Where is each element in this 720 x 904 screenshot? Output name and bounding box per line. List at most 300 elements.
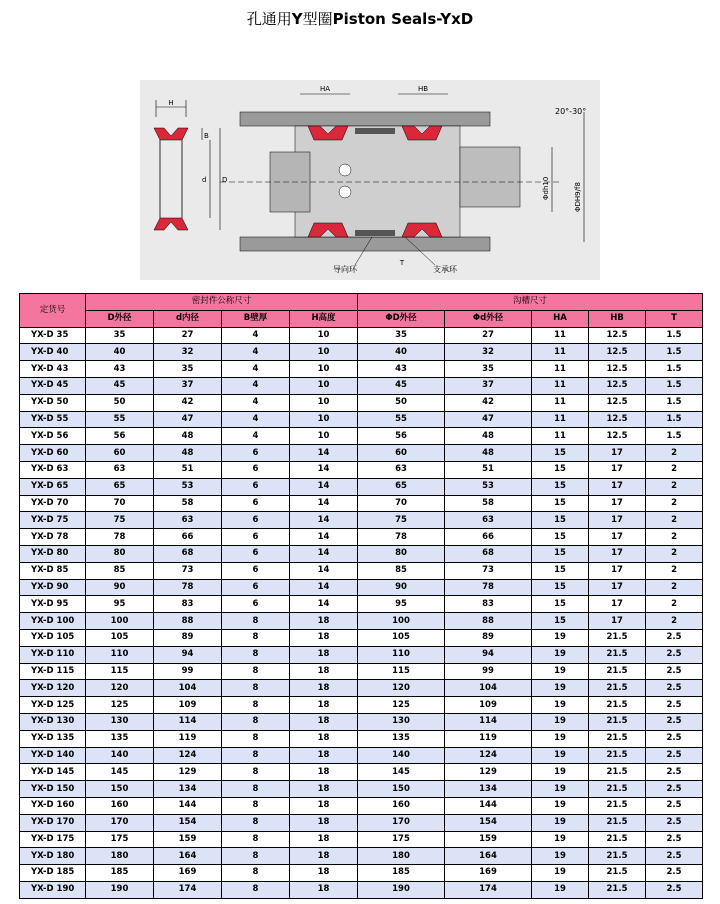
- subheader-HA: HA: [532, 310, 589, 327]
- table-cell: 100: [86, 613, 154, 630]
- table-cell: 53: [445, 478, 532, 495]
- table-cell: 48: [445, 428, 532, 445]
- table-cell: 17: [589, 512, 646, 529]
- table-cell: 70: [358, 495, 445, 512]
- table-row: [20, 865, 703, 882]
- table-cell: 15: [532, 545, 589, 562]
- table-cell: 43: [86, 361, 154, 378]
- table-cell: 1.5: [646, 411, 703, 428]
- table-cell: 55: [358, 411, 445, 428]
- cell-code: YX-D 75: [20, 512, 86, 529]
- table-cell: 18: [290, 848, 358, 865]
- table-row: [20, 579, 703, 596]
- table-cell: 78: [358, 529, 445, 546]
- table-cell: 10: [290, 428, 358, 445]
- cell-code: YX-D 160: [20, 797, 86, 814]
- table-cell: 15: [532, 478, 589, 495]
- table-cell: 17: [589, 461, 646, 478]
- table-cell: 154: [445, 814, 532, 831]
- table-cell: 35: [445, 361, 532, 378]
- table-cell: 11: [532, 327, 589, 344]
- table-cell: 135: [86, 730, 154, 747]
- table-cell: 12.5: [589, 327, 646, 344]
- table-cell: 14: [290, 562, 358, 579]
- table-cell: 99: [154, 663, 222, 680]
- table-cell: 160: [86, 797, 154, 814]
- table-cell: 83: [154, 596, 222, 613]
- table-cell: 19: [532, 831, 589, 848]
- table-cell: 185: [86, 865, 154, 882]
- table-cell: 10: [290, 377, 358, 394]
- table-row: [20, 764, 703, 781]
- subheader-B: B壁厚: [222, 310, 290, 327]
- title-y: Y: [291, 10, 303, 28]
- table-cell: 8: [222, 848, 290, 865]
- table-cell: 21.5: [589, 831, 646, 848]
- table-cell: 1.5: [646, 428, 703, 445]
- label-H: H: [168, 99, 174, 107]
- subheader-groove-d: Φd外径: [445, 310, 532, 327]
- table-cell: 63: [445, 512, 532, 529]
- table-cell: 180: [86, 848, 154, 865]
- table-cell: 12.5: [589, 411, 646, 428]
- table-cell: 56: [86, 428, 154, 445]
- table-cell: 21.5: [589, 781, 646, 798]
- table-cell: 120: [86, 680, 154, 697]
- table-cell: 164: [154, 848, 222, 865]
- table-row: [20, 394, 703, 411]
- table-cell: 169: [445, 865, 532, 882]
- table-cell: 50: [358, 394, 445, 411]
- cell-code: YX-D 120: [20, 680, 86, 697]
- table-cell: 170: [358, 814, 445, 831]
- table-cell: 19: [532, 814, 589, 831]
- subheader-d: d内径: [154, 310, 222, 327]
- label-HB: HB: [417, 85, 429, 93]
- table-cell: 12.5: [589, 344, 646, 361]
- table-cell: 174: [445, 881, 532, 898]
- table-cell: 60: [86, 445, 154, 462]
- table-cell: 6: [222, 478, 290, 495]
- table-cell: 109: [445, 697, 532, 714]
- table-cell: 15: [532, 445, 589, 462]
- table-row: [20, 327, 703, 344]
- table-cell: 1.5: [646, 327, 703, 344]
- table-cell: 11: [532, 361, 589, 378]
- table-cell: 175: [86, 831, 154, 848]
- cell-code: YX-D 190: [20, 881, 86, 898]
- table-cell: 17: [589, 613, 646, 630]
- table-cell: 95: [358, 596, 445, 613]
- table-cell: 6: [222, 495, 290, 512]
- header-seal-dimensions: 密封件公称尺寸: [86, 294, 358, 311]
- table-row: [20, 747, 703, 764]
- table-row: [20, 495, 703, 512]
- table-cell: 10: [290, 394, 358, 411]
- table-cell: 70: [86, 495, 154, 512]
- table-cell: 19: [532, 764, 589, 781]
- table-cell: 15: [532, 512, 589, 529]
- table-cell: 2.5: [646, 865, 703, 882]
- table-cell: 10: [290, 361, 358, 378]
- table-cell: 164: [445, 848, 532, 865]
- table-row: [20, 596, 703, 613]
- table-cell: 8: [222, 629, 290, 646]
- table-cell: 114: [445, 713, 532, 730]
- table-cell: 2: [646, 512, 703, 529]
- table-row: [20, 512, 703, 529]
- table-row: [20, 713, 703, 730]
- table-cell: 2.5: [646, 680, 703, 697]
- table-cell: 43: [358, 361, 445, 378]
- table-cell: 58: [154, 495, 222, 512]
- table-cell: 99: [445, 663, 532, 680]
- table-subheader-row: [20, 310, 703, 327]
- table-row: [20, 680, 703, 697]
- table-cell: 6: [222, 461, 290, 478]
- table-cell: 17: [589, 445, 646, 462]
- table-cell: 4: [222, 377, 290, 394]
- table-cell: 14: [290, 596, 358, 613]
- table-cell: 78: [445, 579, 532, 596]
- table-cell: 160: [358, 797, 445, 814]
- table-cell: 1.5: [646, 344, 703, 361]
- label-DH9: ΦDH9/f8: [574, 182, 582, 212]
- table-cell: 134: [154, 781, 222, 798]
- cell-code: YX-D 105: [20, 629, 86, 646]
- table-cell: 18: [290, 831, 358, 848]
- table-cell: 12.5: [589, 377, 646, 394]
- table-cell: 2.5: [646, 663, 703, 680]
- table-cell: 18: [290, 646, 358, 663]
- table-cell: 66: [154, 529, 222, 546]
- cell-code: YX-D 40: [20, 344, 86, 361]
- table-cell: 12.5: [589, 394, 646, 411]
- cell-code: YX-D 63: [20, 461, 86, 478]
- table-cell: 8: [222, 747, 290, 764]
- table-cell: 135: [358, 730, 445, 747]
- table-cell: 169: [154, 865, 222, 882]
- table-cell: 95: [86, 596, 154, 613]
- label-T: T: [399, 259, 405, 267]
- table-cell: 140: [86, 747, 154, 764]
- cell-code: YX-D 145: [20, 764, 86, 781]
- table-row: [20, 411, 703, 428]
- table-row: [20, 781, 703, 798]
- table-cell: 115: [86, 663, 154, 680]
- table-cell: 21.5: [589, 747, 646, 764]
- table-row: [20, 730, 703, 747]
- cell-code: YX-D 110: [20, 646, 86, 663]
- table-cell: 2: [646, 461, 703, 478]
- table-cell: 17: [589, 562, 646, 579]
- table-body: [20, 327, 703, 898]
- table-cell: 60: [358, 445, 445, 462]
- table-cell: 120: [358, 680, 445, 697]
- table-cell: 63: [86, 461, 154, 478]
- label-D: D: [222, 176, 228, 184]
- table-cell: 19: [532, 881, 589, 898]
- cell-code: YX-D 60: [20, 445, 86, 462]
- table-cell: 75: [86, 512, 154, 529]
- table-cell: 12.5: [589, 428, 646, 445]
- subheader-D: D外径: [86, 310, 154, 327]
- table-cell: 144: [154, 797, 222, 814]
- table-cell: 15: [532, 461, 589, 478]
- table-cell: 51: [154, 461, 222, 478]
- cell-code: YX-D 78: [20, 529, 86, 546]
- table-cell: 37: [445, 377, 532, 394]
- table-cell: 17: [589, 529, 646, 546]
- table-cell: 15: [532, 579, 589, 596]
- table-cell: 4: [222, 344, 290, 361]
- table-cell: 15: [532, 562, 589, 579]
- table-cell: 73: [154, 562, 222, 579]
- table-cell: 4: [222, 394, 290, 411]
- table-cell: 35: [358, 327, 445, 344]
- table-cell: 37: [154, 377, 222, 394]
- table-cell: 8: [222, 881, 290, 898]
- table-cell: 11: [532, 411, 589, 428]
- table-cell: 4: [222, 327, 290, 344]
- table-cell: 47: [445, 411, 532, 428]
- table-cell: 185: [358, 865, 445, 882]
- table-cell: 75: [358, 512, 445, 529]
- table-cell: 21.5: [589, 646, 646, 663]
- table-cell: 159: [154, 831, 222, 848]
- subheader-HB: HB: [589, 310, 646, 327]
- table-row: [20, 814, 703, 831]
- table-cell: 115: [358, 663, 445, 680]
- table-cell: 14: [290, 445, 358, 462]
- table-cell: 2.5: [646, 697, 703, 714]
- table-cell: 144: [445, 797, 532, 814]
- table-cell: 88: [154, 613, 222, 630]
- table-cell: 21.5: [589, 814, 646, 831]
- table-cell: 6: [222, 512, 290, 529]
- table-cell: 45: [86, 377, 154, 394]
- table-cell: 8: [222, 713, 290, 730]
- table-cell: 17: [589, 478, 646, 495]
- cell-code: YX-D 150: [20, 781, 86, 798]
- table-cell: 80: [86, 545, 154, 562]
- table-cell: 8: [222, 680, 290, 697]
- title-cn2: 型圈: [302, 10, 333, 28]
- table-row: [20, 848, 703, 865]
- table-row: [20, 831, 703, 848]
- table-cell: 42: [154, 394, 222, 411]
- table-cell: 21.5: [589, 663, 646, 680]
- table-cell: 8: [222, 730, 290, 747]
- table-cell: 2: [646, 579, 703, 596]
- table-cell: 2.5: [646, 881, 703, 898]
- table-cell: 6: [222, 529, 290, 546]
- table-cell: 50: [86, 394, 154, 411]
- table-cell: 2.5: [646, 797, 703, 814]
- seal-diagram: [140, 72, 600, 282]
- label-HA: HA: [319, 85, 331, 93]
- table-cell: 8: [222, 697, 290, 714]
- table-cell: 15: [532, 613, 589, 630]
- table-cell: 89: [154, 629, 222, 646]
- cell-code: YX-D 85: [20, 562, 86, 579]
- table-cell: 2: [646, 596, 703, 613]
- table-row: [20, 697, 703, 714]
- cell-code: YX-D 140: [20, 747, 86, 764]
- table-cell: 18: [290, 797, 358, 814]
- table-cell: 145: [358, 764, 445, 781]
- table-cell: 55: [86, 411, 154, 428]
- header-groove-dimensions: 沟槽尺寸: [358, 294, 703, 311]
- table-cell: 21.5: [589, 865, 646, 882]
- table-cell: 2.5: [646, 814, 703, 831]
- table-cell: 14: [290, 478, 358, 495]
- table-cell: 73: [445, 562, 532, 579]
- table-cell: 90: [358, 579, 445, 596]
- table-cell: 83: [445, 596, 532, 613]
- label-angle: 20°-30°: [555, 107, 587, 116]
- table-cell: 2: [646, 613, 703, 630]
- table-cell: 8: [222, 764, 290, 781]
- table-row: [20, 663, 703, 680]
- table-cell: 4: [222, 361, 290, 378]
- table-row: [20, 344, 703, 361]
- table-cell: 2: [646, 545, 703, 562]
- table-cell: 48: [154, 445, 222, 462]
- table-cell: 78: [154, 579, 222, 596]
- table-cell: 18: [290, 629, 358, 646]
- table-cell: 19: [532, 713, 589, 730]
- table-cell: 17: [589, 596, 646, 613]
- table-cell: 88: [445, 613, 532, 630]
- table-cell: 15: [532, 596, 589, 613]
- cell-code: YX-D 180: [20, 848, 86, 865]
- table-cell: 124: [445, 747, 532, 764]
- table-row: [20, 445, 703, 462]
- table-cell: 104: [445, 680, 532, 697]
- table-cell: 109: [154, 697, 222, 714]
- table-cell: 17: [589, 495, 646, 512]
- title-en: Piston Seals-YxD: [332, 10, 474, 28]
- cell-code: YX-D 35: [20, 327, 86, 344]
- table-cell: 19: [532, 697, 589, 714]
- table-cell: 12.5: [589, 361, 646, 378]
- table-cell: 47: [154, 411, 222, 428]
- table-cell: 8: [222, 613, 290, 630]
- label-d: d: [202, 176, 207, 184]
- table-cell: 19: [532, 848, 589, 865]
- table-cell: 2.5: [646, 646, 703, 663]
- table-cell: 21.5: [589, 680, 646, 697]
- table-cell: 63: [154, 512, 222, 529]
- table-cell: 2.5: [646, 713, 703, 730]
- table-row: [20, 646, 703, 663]
- table-row: [20, 428, 703, 445]
- table-cell: 35: [154, 361, 222, 378]
- subheader-H: H高度: [290, 310, 358, 327]
- table-cell: 2.5: [646, 730, 703, 747]
- label-support-ring: 支承环: [433, 265, 457, 274]
- table-cell: 45: [358, 377, 445, 394]
- table-row: [20, 797, 703, 814]
- table-cell: 21.5: [589, 848, 646, 865]
- table-cell: 134: [445, 781, 532, 798]
- cell-code: YX-D 115: [20, 663, 86, 680]
- cell-code: YX-D 55: [20, 411, 86, 428]
- table-cell: 14: [290, 512, 358, 529]
- spec-table: [19, 293, 703, 899]
- table-cell: 19: [532, 865, 589, 882]
- table-cell: 170: [86, 814, 154, 831]
- table-cell: 21.5: [589, 713, 646, 730]
- table-cell: 10: [290, 411, 358, 428]
- table-cell: 6: [222, 445, 290, 462]
- table-cell: 89: [445, 629, 532, 646]
- table-cell: 18: [290, 881, 358, 898]
- table-row: [20, 478, 703, 495]
- table-cell: 6: [222, 545, 290, 562]
- table-cell: 2.5: [646, 781, 703, 798]
- label-guide-ring: 导向环: [333, 265, 357, 274]
- table-cell: 65: [86, 478, 154, 495]
- table-cell: 78: [86, 529, 154, 546]
- table-row: [20, 377, 703, 394]
- table-cell: 2.5: [646, 848, 703, 865]
- table-cell: 14: [290, 495, 358, 512]
- table-cell: 105: [86, 629, 154, 646]
- table-cell: 6: [222, 579, 290, 596]
- table-cell: 174: [154, 881, 222, 898]
- table-cell: 40: [86, 344, 154, 361]
- table-cell: 65: [358, 478, 445, 495]
- table-header-row: [20, 294, 703, 311]
- table-cell: 2: [646, 562, 703, 579]
- table-cell: 32: [154, 344, 222, 361]
- table-cell: 180: [358, 848, 445, 865]
- table-cell: 145: [86, 764, 154, 781]
- label-dh10: Φdh10: [542, 176, 550, 200]
- table-cell: 105: [358, 629, 445, 646]
- table-cell: 19: [532, 646, 589, 663]
- table-cell: 90: [86, 579, 154, 596]
- table-cell: 8: [222, 797, 290, 814]
- table-cell: 56: [358, 428, 445, 445]
- cell-code: YX-D 43: [20, 361, 86, 378]
- table-cell: 6: [222, 562, 290, 579]
- table-cell: 129: [154, 764, 222, 781]
- table-cell: 14: [290, 579, 358, 596]
- table-cell: 14: [290, 461, 358, 478]
- table-cell: 19: [532, 747, 589, 764]
- table-cell: 19: [532, 730, 589, 747]
- cell-code: YX-D 130: [20, 713, 86, 730]
- table-cell: 17: [589, 579, 646, 596]
- table-row: [20, 545, 703, 562]
- cell-code: YX-D 95: [20, 596, 86, 613]
- table-cell: 18: [290, 663, 358, 680]
- table-cell: 21.5: [589, 730, 646, 747]
- table-cell: 110: [86, 646, 154, 663]
- table-row: [20, 529, 703, 546]
- table-cell: 130: [86, 713, 154, 730]
- table-cell: 32: [445, 344, 532, 361]
- table-cell: 8: [222, 646, 290, 663]
- table-row: [20, 613, 703, 630]
- table-cell: 125: [86, 697, 154, 714]
- table-cell: 63: [358, 461, 445, 478]
- table-cell: 10: [290, 327, 358, 344]
- table-cell: 66: [445, 529, 532, 546]
